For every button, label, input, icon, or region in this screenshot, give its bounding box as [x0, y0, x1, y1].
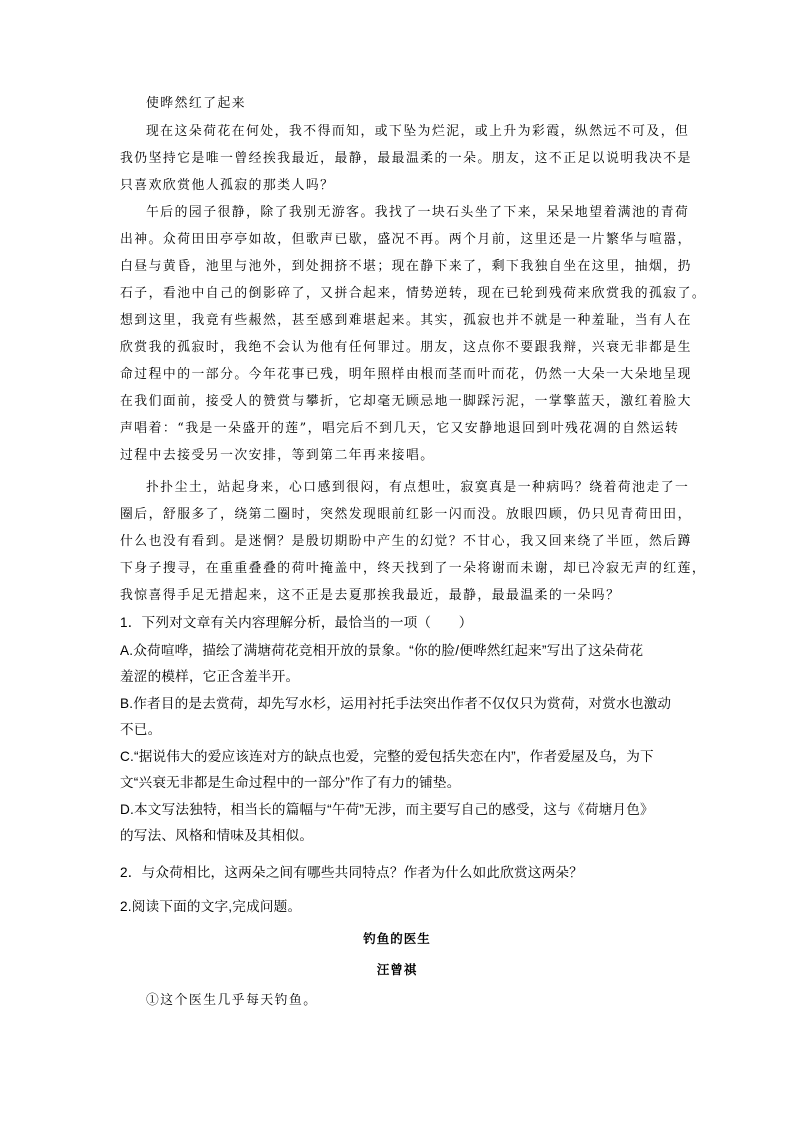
passage-line: 出神。众荷田田亭亭如故，但歌声已歇，盛况不再。两个月前，这里还是一片繁华与喧嚣， [120, 232, 692, 247]
passage-line: 想到这里，我竟有些赧然，甚至感到难堪起来。其实，孤寂也并不就是一种羞耻，当有人在 [120, 313, 692, 328]
option-a: A.众荷喧哗，描绘了满塘荷花竞相开放的景象。“你的脸/便哗然红起来”写出了这朵荷花 [120, 643, 644, 658]
passage-line: 什么也没有看到。是迷惘？是殷切期盼中产生的幻觉？不甘心，我又回来绕了半匝，然后蹲 [120, 534, 692, 549]
option-c-cont: 文“兴衰无非都是生命过程中的一部分”作了有力的铺垫。 [120, 775, 461, 790]
passage-line: 午后的园子很静，除了我别无游客。我找了一块石头坐了下来，呆呆地望着满池的青荷 [146, 205, 690, 220]
option-d: D.本文写法独特，相当长的篇幅与“午荷”无涉，而主要写自己的感受，这与《荷塘月色》 [120, 802, 654, 817]
passage-line: 圈后，舒服多了，绕第二圈时，突然发现眼前红影一闪而没。放眼四顾，仍只见青荷田田， [120, 507, 692, 522]
passage-line: 现在这朵荷花在何处，我不得而知，或下坠为烂泥，或上升为彩霞，纵然远不可及，但 [146, 124, 690, 139]
question-2: 2．与众荷相比，这两朵之间有哪些共同特点？作者为什么如此欣赏这两朵？ [120, 865, 583, 880]
passage-line: 扑扑尘土，站起身来，心口感到很闷，有点想吐，寂寞真是一种病吗？绕着荷池走了一 [146, 480, 690, 495]
reading-instruction: 2.阅读下面的文字,完成问题。 [120, 899, 302, 914]
passage-first-line: ①这个医生几乎每天钓鱼。 [146, 993, 318, 1008]
passage-line: 我仍坚持它是唯一曾经挨我最近，最静，最最温柔的一朵。朋友，这不正足以说明我决不是 [120, 151, 692, 166]
option-c: C.“据说伟大的爱应该连对方的缺点也爱，完整的爱包括失恋在内”，作者爱屋及乌，为下 [120, 749, 654, 764]
passage-line: 只喜欢欣赏他人孤寂的那类人吗？ [120, 178, 335, 193]
passage-line: 我惊喜得手足无措起来，这不正是去夏那挨我最近，最静，最最温柔的一朵吗？ [120, 588, 621, 603]
option-d-cont: 的写法、风格和情味及其相似。 [120, 828, 314, 843]
option-b: B.作者目的是去赏荷，却先写水杉，运用衬托手法突出作者不仅仅只为赏荷，对赏水也激动 [120, 696, 672, 711]
passage-line: 命过程中的一部分。今年花事已残，明年照样由根而茎而叶而花，仍然一大朵一大朵地呈现 [120, 367, 692, 382]
passage-line: 声唱着：“我是一朵盛开的莲”，唱完后不到几天，它又安静地退回到叶残花凋的自然运转 [120, 421, 680, 436]
passage-line: 过程中去接受另一次安排，等到第二年再来接唱。 [120, 448, 435, 463]
passage-line: 在我们面前，接受人的赞赏与攀折，它却毫无顾忌地一脚踩污泥，一掌擎蓝天，激红着脸大 [120, 394, 692, 409]
passage-line: 下身子搜寻，在重重叠叠的荷叶掩盖中，终天找到了一朵将谢而未谢，却已冷寂无声的红莲， [120, 561, 707, 576]
option-b-cont: 不已。 [120, 722, 162, 737]
option-a-cont: 羞涩的模样，它正含羞半开。 [120, 669, 300, 684]
passage-line: 白昼与黄昏，池里与池外，到处拥挤不堪；现在静下来了，剩下我独自坐在这里，抽烟，扔 [120, 259, 692, 274]
passage-title: 钓鱼的医生 [363, 931, 431, 946]
passage-line: 石子，看池中自己的倒影碎了，又拼合起来，情势逆转，现在已轮到残荷来欣赏我的孤寂了。 [120, 286, 707, 301]
question-1: 1．下列对文章有关内容理解分析，最恰当的一项（ ） [120, 615, 473, 630]
passage-author: 汪曾祺 [376, 962, 418, 977]
passage-line: 欣赏我的孤寂时，我绝不会认为他有任何罪过。朋友，这点你不要跟我辩，兴衰无非都是生 [120, 340, 692, 355]
passage-line: 使晔然红了起来 [146, 96, 247, 111]
